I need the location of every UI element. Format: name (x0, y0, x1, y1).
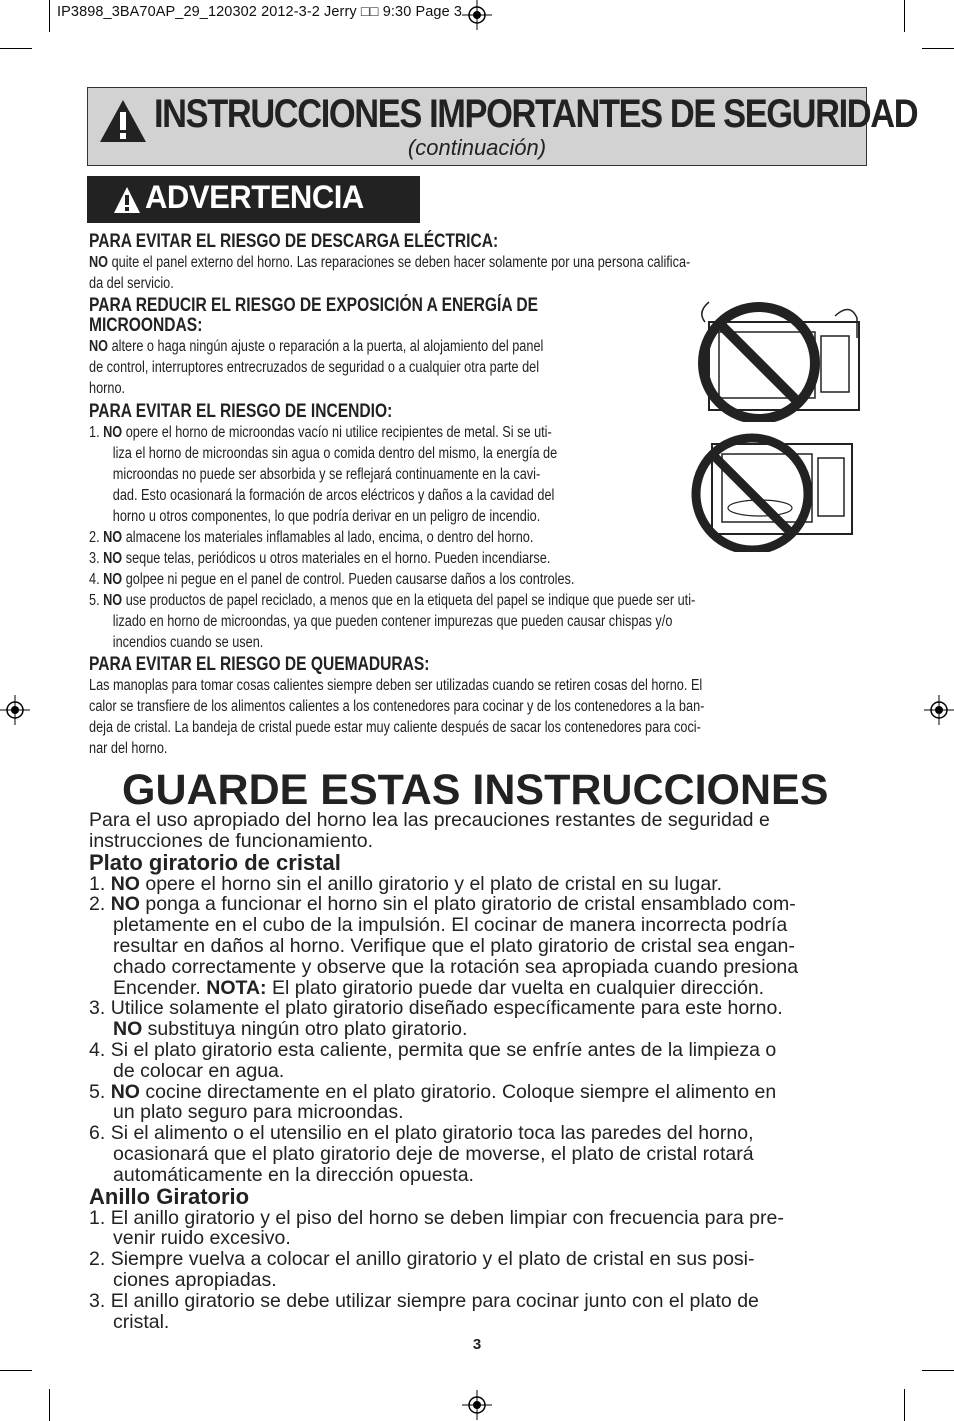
turntable-item-2: ponga a funcionar el horno sin el plato giratorio de cristal ensamblado com- (139, 893, 796, 916)
safety-banner (87, 87, 918, 166)
burns-line: nar del horno. (89, 740, 168, 757)
turntable-item-5: cocine directamente en el plato giratorio. Coloque siempre el alimento en (139, 1080, 777, 1103)
fire-item-5: lizado en horno de microondas, ya que pueden contener impurezas que pueden causar chispas y/o (112, 613, 673, 630)
ring-item-2: Siempre vuelva a colocar el anillo giratorio y el plato de cristal en sus posi- (110, 1248, 755, 1271)
warning-triangle-icon (113, 186, 141, 214)
turntable-item-1: opere el horno sin el anillo giratorio y el plato de cristal en su lugar. (139, 872, 723, 895)
item-number: 5. (89, 592, 104, 609)
ring-item-1: venir ruido excesivo. (113, 1227, 291, 1250)
crop-mark (922, 48, 954, 49)
no-keyword: NO (110, 893, 140, 916)
crop-mark (904, 0, 905, 32)
turntable-heading: Plato giratorio de cristal (89, 849, 341, 875)
turntable-item-6: ocasionará que el plato giratorio deje de moverse, el plato de cristal rotará (113, 1142, 754, 1165)
item-number: 2. (89, 893, 111, 916)
no-keyword: NO (103, 592, 123, 609)
item-number: 1. (89, 1206, 111, 1229)
no-keyword: NO (110, 872, 140, 895)
turntable-item-2: pletamente en el cubo de la impulsión. El cocinar de manera incorrecta podría (113, 914, 788, 937)
save-intro: Para el uso apropiado del horno lea las precauciones restantes de seguridad e (89, 809, 770, 831)
item-number: 3. (89, 550, 104, 567)
turntable-item-4: de colocar en agua. (113, 1059, 285, 1082)
fire-item-5: incendios cuando se usen. (112, 634, 264, 651)
turntable-item-2: chado correctamente y observe que la rotación sea apropiada cuando presiona (113, 955, 799, 978)
fire-item-1: horno u otros componentes, lo que podría derivar en un peligro de incendio. (112, 508, 541, 525)
turntable-item-6: automáticamente en la dirección opuesta. (113, 1163, 474, 1186)
burns-line: calor se transfiere de los alimentos calientes a los contenedores para cocinar y de los contenedores a la ban- (89, 698, 705, 715)
no-keyword: NO (103, 529, 123, 546)
turntable-item-2: Encender. (113, 976, 207, 999)
save-intro: instrucciones de funcionamiento. (89, 829, 373, 852)
turntable-item-3: substituya ningún otro plato giratorio. (142, 1018, 468, 1041)
turntable-item-2: El plato giratorio puede dar vuelta en cualquier dirección. (266, 976, 765, 999)
turntable-item-6: Si el alimento o el utensilio en el plato giratorio toca las paredes del horno, (110, 1122, 754, 1145)
item-number: 4. (89, 1038, 111, 1061)
crop-mark (0, 1370, 32, 1371)
fire-item-4: golpee ni pegue en el panel de control. Pueden causarse daños a los controles. (122, 571, 575, 588)
no-keyword: NO (110, 1080, 140, 1103)
ring-heading: Anillo Giratorio (89, 1183, 250, 1209)
item-number: 5. (89, 1080, 111, 1103)
item-number: 1. (89, 424, 104, 441)
page-number: 3 (472, 1336, 482, 1353)
burns-line: Las manoplas para tomar cosas calientes siempre deben ser utilizadas cuando se retiren cosas del horno. El (89, 677, 703, 694)
no-keyword: NO (103, 571, 123, 588)
fire-item-1: opere el horno de microondas vacío ni utilice recipientes de metal. Si se uti- (122, 424, 552, 441)
ring-item-3: El anillo giratorio se debe utilizar siempre para cocinar junto con el plato de (110, 1289, 759, 1312)
shock-line: quite el panel externo del horno. Las reparaciones se deben hacer solamente por una persona califica- (108, 254, 691, 271)
crop-mark (49, 0, 50, 32)
fire-heading: PARA EVITAR EL RIESGO DE INCENDIO: (89, 401, 393, 422)
exposure-heading: MICROONDAS: (89, 315, 203, 336)
fire-item-5: use productos de papel reciclado, a menos que en la etiqueta del papel se indique que puede ser uti- (122, 592, 696, 609)
fire-item-2: almacene los materiales inflamables al lado, encima, o dentro del horno. (122, 529, 534, 546)
no-keyword: NO (113, 1018, 143, 1041)
shock-heading: PARA EVITAR EL RIESGO DE DESCARGA ELÉCTRICA: (89, 231, 499, 252)
exposure-heading: PARA REDUCIR EL RIESGO DE EXPOSICIÓN A ENERGÍA DE (89, 295, 539, 316)
fire-item-1: liza el horno de microondas sin agua o comida dentro del mismo, la energía de (112, 445, 558, 462)
no-keyword: NO (103, 550, 123, 567)
fire-section (89, 402, 860, 653)
registration-mark-icon (462, 1390, 492, 1420)
ring-item-2: ciones apropiadas. (113, 1268, 277, 1291)
item-number: 3. (89, 1289, 111, 1312)
banner-title: INSTRUCCIONES IMPORTANTES DE SEGURIDAD (154, 92, 918, 136)
fire-item-1: dad. Esto ocasionará la formación de arcos eléctricos y daños a la cavidad del (112, 487, 555, 504)
registration-mark-icon (924, 695, 954, 725)
shock-section (89, 232, 860, 294)
warning-label (87, 176, 420, 223)
crop-mark (49, 1389, 50, 1421)
regular-body (89, 810, 889, 1332)
no-keyword: NO (89, 254, 109, 271)
item-number: 2. (89, 529, 104, 546)
item-number: 6. (89, 1122, 111, 1145)
exposure-line: horno. (89, 380, 126, 397)
no-keyword: NO (89, 338, 109, 355)
item-number: 3. (89, 997, 111, 1020)
burns-section (89, 655, 860, 759)
turntable-item-3: Utilice solamente el plato giratorio diseñado específicamente para este horno. (110, 997, 783, 1020)
registration-mark-icon (462, 0, 492, 30)
shock-line: da del servicio. (89, 275, 174, 292)
item-number: 4. (89, 571, 104, 588)
ring-item-3: cristal. (113, 1310, 170, 1333)
nota-keyword: NOTA: (206, 976, 267, 999)
exposure-section (89, 296, 679, 399)
crop-mark (922, 1370, 954, 1371)
turntable-item-4: Si el plato giratorio esta caliente, permita que se enfríe antes de la limpieza o (110, 1038, 777, 1061)
print-slug: IP3898_3BA70AP_29_120302 2012-3-2 Jerry □□ 9:30 Page 3 (57, 4, 463, 20)
item-number: 1. (89, 872, 111, 895)
turntable-item-2: resultar en daños al horno. Verifique que el plato giratorio de cristal sea engan- (113, 934, 795, 957)
burns-line: deja de cristal. La bandeja de cristal puede estar muy caliente después de sacar los contenedores para coci- (89, 719, 701, 736)
crop-mark (904, 1389, 905, 1421)
exposure-line: de control, interruptores entrecruzados de seguridad o a cualquier otra parte del (89, 359, 540, 376)
exposure-line: altere o haga ningún ajuste o reparación a la puerta, al alojamiento del panel (108, 338, 544, 355)
item-number: 2. (89, 1248, 111, 1271)
fire-item-1: microondas no puede ser absorbida y se reflejará continuamente en la cavi- (112, 466, 541, 483)
fire-item-3: seque telas, periódicos u otros materiales en el horno. Pueden incendiarse. (122, 550, 551, 567)
banner-subtitle: (continuación) (407, 135, 547, 160)
save-instructions-title: GUARDE ESTAS INSTRUCCIONES (122, 766, 829, 814)
no-keyword: NO (103, 424, 123, 441)
warning-label-text: ADVERTENCIA (145, 179, 364, 215)
crop-mark (0, 48, 32, 49)
ring-item-1: El anillo giratorio y el piso del horno se deben limpiar con frecuencia para pre- (110, 1206, 784, 1229)
turntable-item-5: un plato seguro para microondas. (113, 1101, 404, 1124)
registration-mark-icon (0, 695, 30, 725)
burns-heading: PARA EVITAR EL RIESGO DE QUEMADURAS: (89, 654, 430, 675)
